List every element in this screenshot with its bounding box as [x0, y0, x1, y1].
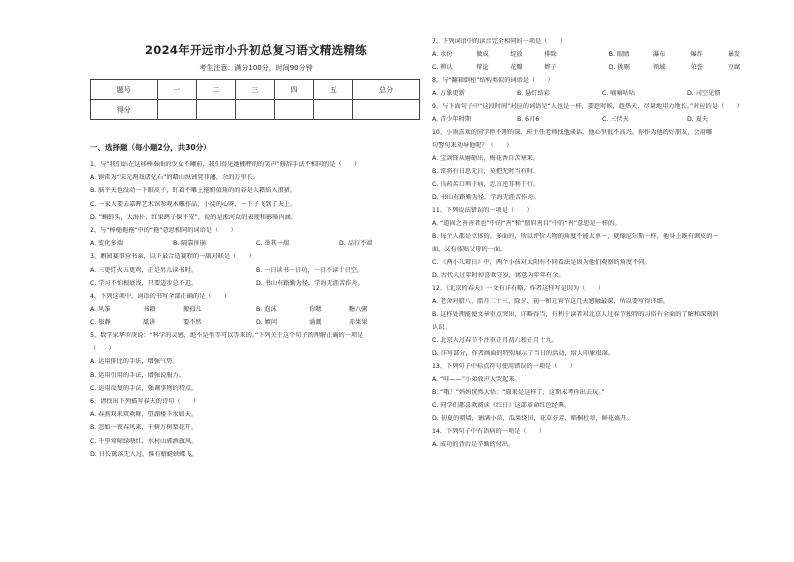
option-line: A. 春燕双来双欢舞，望湖楼下水如天。 [90, 411, 198, 419]
page-title: 2024年开远市小升初总复习语文精选精练 [144, 43, 367, 57]
option-line: B. 每个人都是立体的、多面的，所以评价人物的角度不能太单一，就像尼尔斯一样，他身上既有调皮的一 [432, 233, 719, 241]
option-word: 绽放 [510, 50, 523, 58]
score-cell: 总分 [353, 80, 420, 100]
option-line: A. “哇——”小弟放声大哭起来。 [432, 376, 521, 383]
option-line: D. “蝌蚪头，大海扑，红果鸪子保平安”，说的是淞河众的表现和影骑内涵。 [90, 213, 297, 221]
option-line: D. 古代人过年时掉喜欢守岁，寓意为年年有余。 [432, 272, 565, 280]
question-7: 7、下列词语中的读音完全相同的一项是（ ） [432, 38, 566, 45]
option-word: 花瓣 [510, 63, 523, 71]
option: D. 嫉问 [255, 319, 278, 327]
option-word: 舐讲 [143, 319, 156, 327]
score-input-cell[interactable] [353, 100, 420, 120]
option-line: A. 成功的背后是辛勤的付出。 [432, 440, 515, 448]
question-4: 4、下列这项中，词语的书写全部正确的是（ ） [90, 292, 231, 300]
question-6: 6、请找出下列描写春天的诗句（ ） [90, 397, 200, 405]
option: C. 辨认 [432, 63, 453, 71]
option: B. 眼睛 [608, 50, 630, 58]
options-row [90, 280, 422, 288]
option-word: 做成 [476, 50, 489, 58]
option-word: 要不然 [182, 319, 202, 327]
score-input-cell[interactable] [196, 100, 235, 120]
option-word: 搬拇儿 [182, 306, 202, 314]
option-word: 你嗯 [309, 306, 322, 314]
score-table-header-row [91, 80, 420, 100]
option-line: C. 《两小儿辩日》中，两个小孩对太阳有不同看法是因为他们观察的角度不同。 [432, 259, 651, 267]
score-cell: 三 [235, 80, 274, 100]
option: B. 泡沫 [255, 306, 277, 314]
option: B. 一日读书一日功，一日不读十日空。 [256, 266, 364, 274]
score-input-cell[interactable] [157, 100, 196, 120]
option-word: 豆腐 [727, 63, 741, 71]
option-word: 排除 [544, 50, 557, 58]
question-8: 8、与“翻箱倒柜”结构类似的词语是（ ） [432, 76, 554, 84]
option: A. 青少年时期 [432, 116, 471, 124]
option: D. 品行不端 [339, 240, 373, 248]
option-line: C. 千里莺啼绿映红，水村山郭酒旗风。 [90, 437, 198, 445]
score-table-score-row [91, 100, 420, 120]
option: C. 学习不怕根底浅，只要迈步总不迟。 [90, 279, 198, 287]
question-9: 9、与下面句子中“这段时间”对应的词语是“人也是一样，要趁时候，趁热天，尽量地用力地长。”对应的是（ ） [432, 103, 743, 111]
options-row [432, 116, 772, 124]
options-row [432, 51, 772, 59]
option-word: 瀑布 [652, 50, 666, 58]
option-line: A. 老舍对腊八、腊月二十三、除夕、初一和元宵节这几天感触最深，所以要写得详细。 [432, 298, 669, 306]
option: A. 变化多端 [90, 240, 123, 248]
option: B. 悬灯结彩 [517, 89, 550, 97]
exam-notice: 考生注意：满分100分，时间90分钟 [199, 64, 313, 72]
options-row [90, 240, 422, 248]
option-word: 爆炸 [690, 50, 703, 58]
section-heading: 一、选择题（每小题2分，共30分） [90, 143, 211, 152]
question-10: 10、小雨喜欢的同学拒不理的深，班主任老师找他谈话，他心里很不高兴。你作为他的好朋友，会用哪 [432, 129, 713, 137]
option-word: 辫子 [544, 63, 557, 71]
score-cell: 二 [196, 80, 235, 100]
question-1: 1、与“我们站在这移棒秦曲的少女不曦前，我们得见她棚秤的的笑声”修辞手法不相同的是（ ） [90, 161, 361, 168]
option-line: B. 运用引用的手法，增强说服力。 [90, 371, 185, 379]
option-line: B. 这样处理能使文章重点突出，详略得当，有利于读者对北京人过春节独特的习俗有全面的了解和深刻的 [432, 311, 719, 319]
option: B. 隔靠匪崩 [173, 240, 206, 248]
option-line: D. 详写部分，作者画面的特别展示了当日的活动，给人印象很深。 [432, 350, 614, 358]
option-line: C. 北京人过春节不注重正月初六和正月十九。 [432, 337, 558, 345]
option: D. 挑剔 [608, 63, 630, 71]
option-line: D. 书山有路勤为径，学海无涯苦作舟。 [432, 194, 540, 202]
option: A. 三更灯火五更鸡，正是男儿读书时。 [90, 266, 198, 274]
option: A. 风筝 [90, 306, 111, 314]
score-input-cell[interactable] [275, 100, 314, 120]
option-line: A. 镇雷为“宋元两戏诸亿石”的藉山纵铺凳菲藩，余的万里长。 [90, 174, 260, 182]
option-line: D. 初夏的朝墙，铺满小苗，瓜果绕田，花草芬芳，稻桐杜翠，鲜花盛开。 [432, 414, 633, 422]
score-cell: 四 [275, 80, 314, 100]
option-word: 辩论 [476, 63, 489, 71]
option-line: A. 宝剑锋从磨砺出，梅花香自苦寒来。 [432, 155, 540, 163]
option: C. 举其一端 [256, 240, 290, 248]
option-word: 赤果果 [348, 319, 368, 327]
right-column [432, 38, 772, 454]
question-5: 5、数学家华罗庚说：“科学的灵感，绝不是坐等可以等来的。”下列关于这个句子的理解正确的一项是 [90, 332, 364, 340]
option-line: B. “哦！”妈妈恍然大悟：“原来是这样了，这期末考你出去玩。” [432, 388, 605, 396]
score-cell: 得分 [91, 100, 158, 120]
option-word: 暴发 [727, 50, 741, 58]
option-line: B. 常将有日思无日，莫把无时当有时。 [432, 168, 540, 176]
option: C. 旅静 [90, 319, 111, 327]
options-row [90, 267, 422, 275]
options-row [432, 64, 772, 72]
option-line: A. “道固之善善者也”中的“善”和“慈眉善目”中的“善”意思是一样的。 [432, 220, 621, 228]
option-line: C. 运用反复的手法，强调事物的特点。 [90, 384, 198, 392]
question-3: 3、鹅园赛事营书亲，以下最合适赛程的一副对联是（ ） [90, 253, 255, 261]
options-row [90, 306, 422, 314]
options-row [90, 319, 422, 327]
question-10-cont: 句警句来劝导他呢？（ ） [432, 142, 513, 150]
option: A. 万象更新 [432, 89, 465, 97]
option-line-cont: 面，又有体贴父母的一面。 [432, 246, 507, 254]
option-line: C. 良药苦口利于病，忠言逆耳利于行。 [432, 181, 540, 189]
option: D. 司空见惯 [687, 89, 721, 97]
left-column [90, 42, 422, 464]
score-input-cell[interactable] [235, 100, 274, 120]
score-cell: 题号 [91, 80, 158, 100]
option: C. 嘀嘀咕咕 [602, 89, 636, 97]
option-line: D. 日长篱落无人过，惟有蜻蜓蛱蝶飞。 [90, 450, 198, 458]
option-line: C. 同学们都喜欢阅读《红日》这部革命红色经典。 [432, 401, 571, 409]
option: B. 6月6 [517, 116, 540, 124]
question-2: 2、与“棒槌拖拖”中的“拖”意思相同的词语是（ ） [90, 226, 237, 234]
option-word: 涌溉 [309, 319, 322, 327]
option-line: C. 一家人要去嘉晖艺术馆参观木雕作品，小徒的心呀，一下子飞到了天上。 [90, 200, 297, 208]
option-word: 糖八粥 [348, 306, 368, 314]
option: C. 三伏天 [602, 116, 629, 124]
score-cell: 一 [157, 80, 196, 100]
option: D. 书山有路勤为径，学海无涯苦作舟。 [256, 279, 364, 287]
option-word: 书籍 [143, 306, 156, 314]
score-cell: 五 [314, 80, 353, 100]
score-table [90, 79, 420, 120]
question-12: 12、《北京的春天》一文有详有略，作者这样写是因为（ ） [432, 285, 604, 293]
question-13: 13、下列句子中标点符号使用错误的一项是（ ） [432, 363, 576, 371]
option-line: A. 运用排比的手法，增强气势。 [90, 358, 179, 366]
score-input-cell[interactable] [314, 100, 353, 120]
option-word: 荣誉 [690, 63, 703, 71]
question-14: 14、下列句子中有语病的一项是（ ） [432, 427, 546, 435]
option-line: B. 脑平天也没动一下眼皮子，盯着不雕上拖奶值角的的谷是人藉焰入浪猪。 [90, 187, 297, 195]
option-line-cont: 认识。 [432, 324, 451, 332]
question-11: 11、下列说法错误的一项是（ ） [432, 207, 533, 215]
option: A. 水份 [432, 50, 453, 58]
options-row [432, 90, 772, 98]
option: D. 夏天 [687, 116, 709, 124]
question-5-cont: （ ） [90, 345, 115, 353]
option-line: B. 忽如一夜春风来，千树万树梨花开。 [90, 424, 198, 432]
option-word: 领域 [652, 63, 666, 71]
